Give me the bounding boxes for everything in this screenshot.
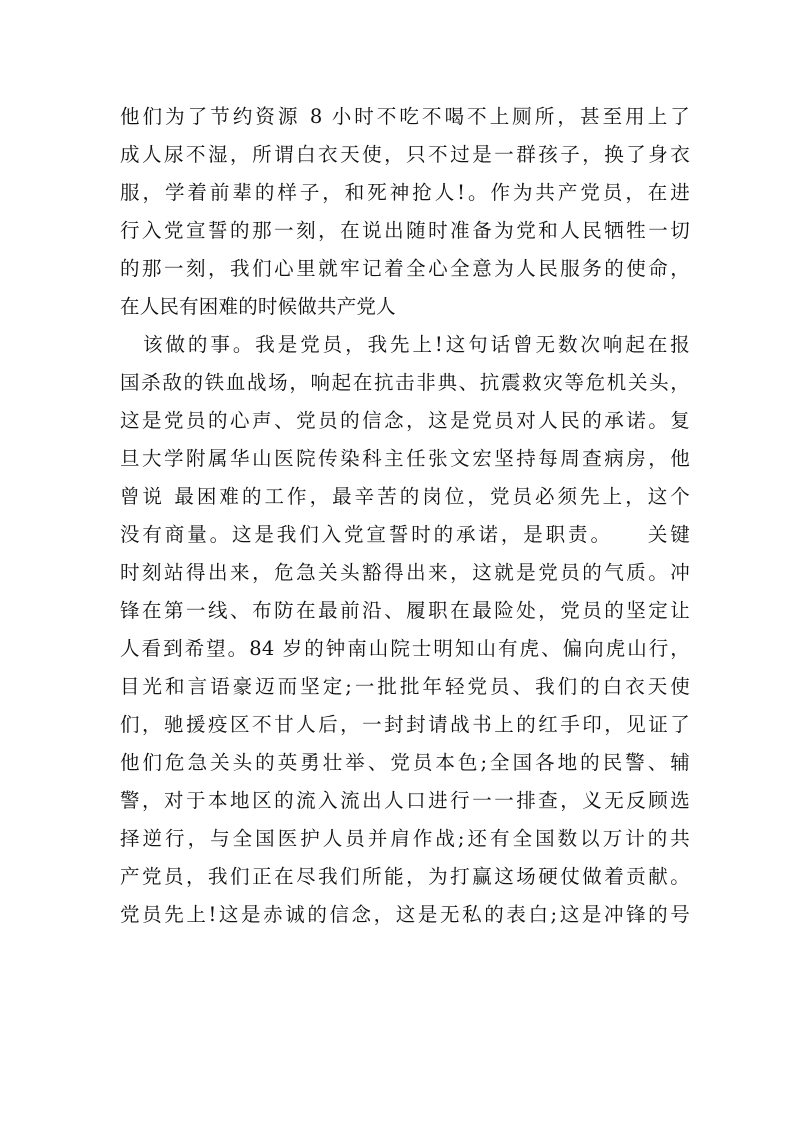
text-line-22: 党员先上!这是赤诚的信念，这是无私的表白;这是冲锋的号 <box>120 903 690 926</box>
text-line-1: 他们为了节约资源 8 小时不吃不喝不上厕所，甚至用上了 <box>120 105 690 128</box>
text-line-10: 旦大学附属华山医院传染科主任张文宏坚持每周查病房，他 <box>120 447 690 470</box>
text-line-18: 他们危急关头的英勇壮举、党员本色;全国各地的民警、辅 <box>120 751 690 774</box>
text-line-7: 该做的事。我是党员，我先上!这句话曾无数次响起在报 <box>143 333 690 356</box>
text-line-12: 没有商量。这是我们入党宣誓时的承诺，是职责。 关键 <box>120 523 690 546</box>
text-line-6: 在人民有困难的时候做共产党人 <box>120 295 396 318</box>
text-line-8: 国杀敌的铁血战场，响起在抗击非典、抗震救灾等危机关头， <box>120 371 690 394</box>
text-line-15: 人看到希望。84 岁的钟南山院士明知山有虎、偏向虎山行， <box>120 637 690 660</box>
text-line-17: 们，驰援疫区不甘人后，一封封请战书上的红手印，见证了 <box>120 713 690 736</box>
text-line-3: 服，学着前辈的样子，和死神抢人!。作为共产党员，在进 <box>120 181 690 204</box>
text-line-5: 的那一刻，我们心里就牢记着全心全意为人民服务的使命， <box>120 257 690 280</box>
text-line-2: 成人尿不湿，所谓白衣天使，只不过是一群孩子，换了身衣 <box>120 143 690 166</box>
text-line-21: 产党员，我们正在尽我们所能，为打赢这场硬仗做着贡献。 <box>120 865 690 888</box>
text-line-13: 时刻站得出来，危急关头豁得出来，这就是党员的气质。冲 <box>120 561 690 584</box>
text-line-11: 曾说 最困难的工作，最辛苦的岗位，党员必须先上，这个 <box>120 485 690 508</box>
text-line-20: 择逆行，与全国医护人员并肩作战;还有全国数以万计的共 <box>120 827 690 850</box>
text-line-4: 行入党宣誓的那一刻，在说出随时准备为党和人民牺牲一切 <box>120 219 690 242</box>
text-line-9: 这是党员的心声、党员的信念，这是党员对人民的承诺。复 <box>120 409 690 432</box>
text-line-16: 目光和言语豪迈而坚定;一批批年轻党员、我们的白衣天使 <box>120 675 690 698</box>
text-line-14: 锋在第一线、布防在最前沿、履职在最险处，党员的坚定让 <box>120 599 690 622</box>
text-line-19: 警，对于本地区的流入流出人口进行一一排查，义无反顾选 <box>120 789 690 812</box>
